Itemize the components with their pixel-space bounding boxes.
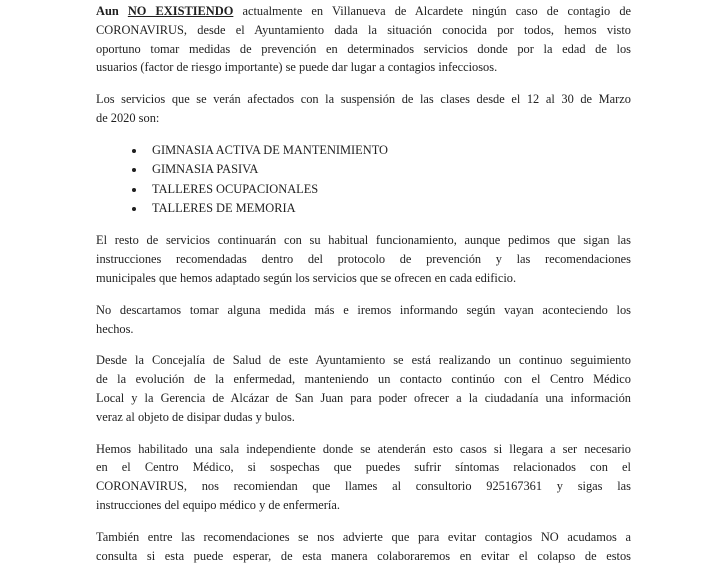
text-run: de 2020 son: [96,110,160,125]
text-run: Local y la Gerencia de Alcázar de San Juan para poder ofrecer a la ciudadanía una información [96,390,631,405]
text-line [96,440,631,459]
text-run: usuarios (factor de riesgo importante) se puede dar lugar a contagios infecciosos. [96,60,498,75]
text-line [96,528,631,547]
text-line [96,58,631,77]
list-item: • TALLERES OCUPACIONALES [146,180,631,199]
document-body [96,2,631,565]
text-run: NO EXISTIENDO [127,4,234,18]
text-run: consulta si esta puede esperar, de esta manera colaboraremos en evitar el colapso de estos [96,548,631,563]
text-line [96,269,631,288]
text-run: instrucciones recomendadas dentro del protocolo de prevención y las recomendaciones [96,252,631,267]
text-run: en el Centro Médico, si sospechas que puedes sufrir síntomas relacionados con el [96,460,631,475]
paragraph [96,2,631,77]
text-run: El resto de servicios continuarán con su habitual funcionamiento, aunque pedimos que sigan las [96,233,631,248]
text-line [96,370,631,389]
paragraph [96,440,631,515]
bullet-list [96,141,631,219]
text-run: CORONAVIRUS, desde el Ayuntamiento dada la situación conocida por todos, hemos visto [96,22,631,37]
text-line [96,90,631,109]
text-run: veraz al objeto de disipar dudas y bulos. [96,409,295,424]
paragraph [96,301,631,339]
text-line [96,320,631,339]
paragraph [96,231,631,287]
text-run: instrucciones del equipo médico y de enfermería. [96,497,340,512]
text-line [96,2,631,21]
text-run: de la evolución de la enfermedad, manteniendo un contacto continúo con el Centro Médico [96,372,631,387]
text-run: CORONAVIRUS, nos recomiendan que llames al consultorio 925167361 y sigas las [96,479,631,494]
list-item: • TALLERES DE MEMORIA [146,199,631,218]
list-item: • GIMNASIA PASIVA [146,160,631,179]
paragraph [96,528,631,565]
text-line [96,408,631,427]
text-line [96,496,631,515]
text-run: oportuno tomar medidas de prevención en determinados servicios donde por la edad de los [96,41,631,56]
text-line [96,250,631,269]
text-line [96,351,631,370]
text-run: hechos. [96,321,134,336]
paragraph [96,90,631,128]
text-line [96,301,631,320]
text-line [96,458,631,477]
text-run: Desde la Concejalía de Salud de este Ayuntamiento se está realizando un continuo seguimiento [96,353,631,368]
text-run: Aun [96,4,128,18]
text-line [96,109,631,128]
text-run: actualmente en Villanueva de Alcardete ningún caso de contagio de [233,4,631,18]
text-run: Los servicios que se verán afectados con la suspensión de las clases desde el 12 al 30 de Marzo [96,92,631,107]
text-line [96,477,631,496]
text-run: municipales que hemos adaptado según los servicios que se ofrecen en cada edificio. [96,271,517,285]
text-line [96,40,631,59]
text-line [96,21,631,40]
text-run: Hemos habilitado una sala independiente donde se atenderán esto casos si llegara a ser necesario [96,441,631,456]
list-item: • GIMNASIA ACTIVA DE MANTENIMIENTO [146,141,631,160]
text-line [96,231,631,250]
text-line [96,389,631,408]
text-run: No descartamos tomar alguna medida más e iremos informando según vayan aconteciendo los [96,302,631,317]
text-run: También entre las recomendaciones se nos advierte que para evitar contagios NO acudamos a [96,529,631,544]
paragraph [96,351,631,426]
